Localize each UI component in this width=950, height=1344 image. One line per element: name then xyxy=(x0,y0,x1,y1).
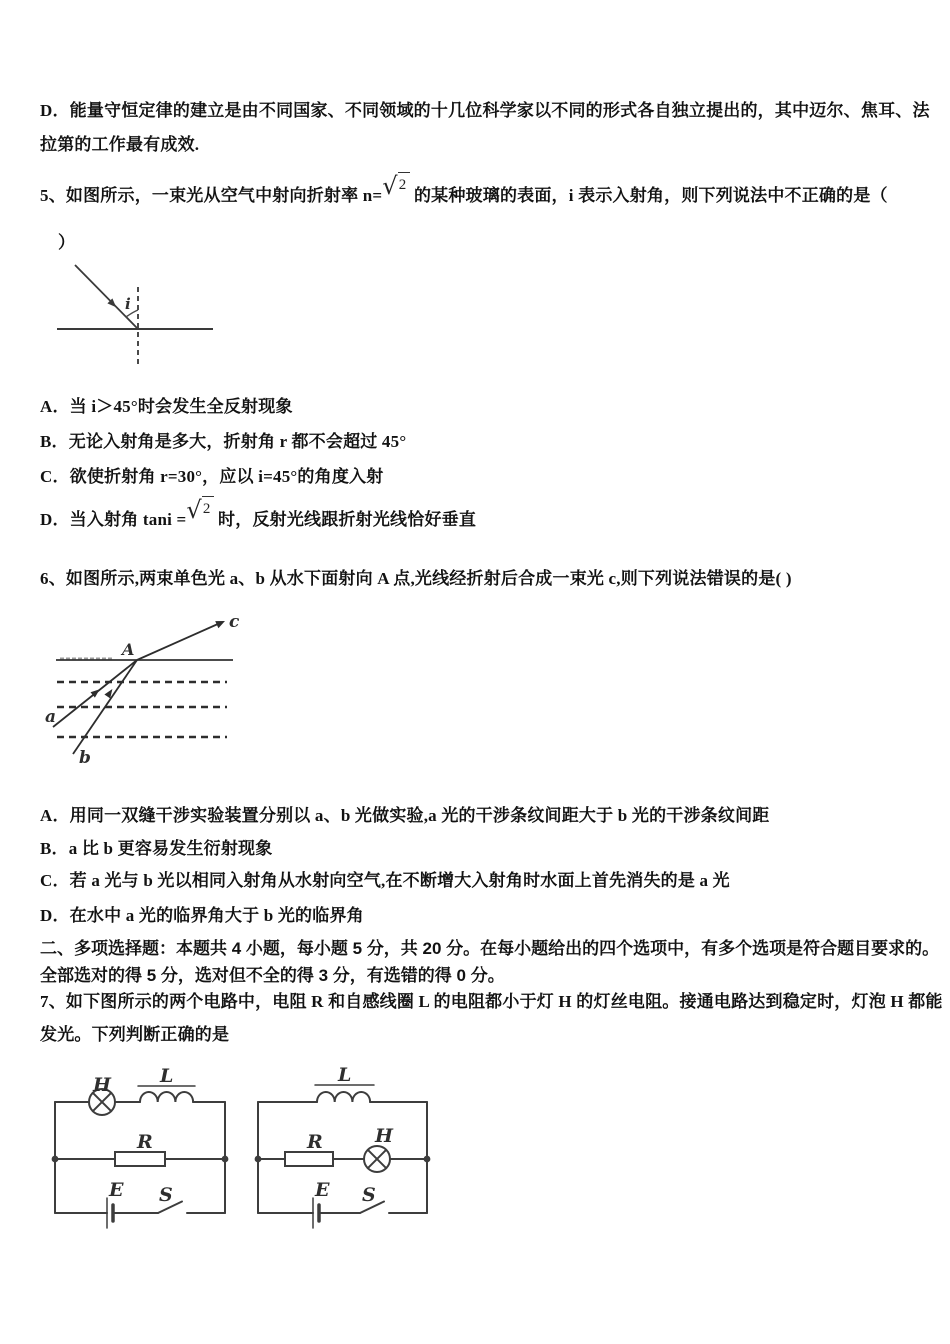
angle-i-label: i xyxy=(125,295,131,313)
section-2-header-line2: 全部选对的得 5 分，选对但不全的得 3 分，有选错的得 0 分。 xyxy=(40,966,505,985)
inductor-L-label: L xyxy=(338,1064,352,1086)
section-2-header-line1: 二、多项选择题：本题共 4 小题，每小题 5 分，共 20 分。在每小题给出的四个选项中，有多个选项是符合题目要求的。 xyxy=(40,939,940,958)
switch-S-label: S xyxy=(362,1184,376,1206)
q5-option-d-pre: D．当入射角 tani = xyxy=(40,510,187,529)
radical-sign: √ xyxy=(382,172,398,200)
lamp-H-label: H xyxy=(93,1074,111,1096)
inductor-coil-symbol xyxy=(140,1092,193,1102)
q5-option-a: A．当 i＞45°时会发生全反射现象 xyxy=(40,397,293,416)
question-5-stem xyxy=(40,172,888,209)
q7-circuit-diagrams xyxy=(45,1065,445,1240)
circuit-right xyxy=(256,1064,430,1228)
battery-E-label: E xyxy=(109,1179,124,1201)
q5-close-paren: ） xyxy=(58,233,76,252)
question-6-stem: 6、如图所示,两束单色光 a、b 从水下面射向 A 点,光线经折射后合成一束光 c,则下列说法错误的是( ) xyxy=(40,569,792,588)
q5-refraction-diagram xyxy=(40,253,250,378)
resistor-R-label: R xyxy=(137,1131,153,1153)
q5-stem-pre: 5、如图所示，一束光从空气中射向折射率 n= xyxy=(40,186,383,205)
refracted-ray-c-line xyxy=(137,624,219,661)
circuit-left xyxy=(53,1065,228,1228)
junction-dot xyxy=(256,1157,261,1162)
sqrt-2-radical xyxy=(186,498,213,526)
q5-option-d xyxy=(40,496,477,533)
junction-dot xyxy=(53,1157,58,1162)
q6-option-b: B．a 比 b 更容易发生衍射现象 xyxy=(40,839,273,858)
q5-option-d-post: 时，反射光线跟折射光线恰好垂直 xyxy=(213,510,477,529)
q6-option-d: D．在水中 a 光的临界角大于 b 光的临界角 xyxy=(40,906,364,925)
ray-b-label: b xyxy=(79,748,91,768)
q5-stem-post: 的某种玻璃的表面，i 表示入射角，则下列说法中不正确的是（ xyxy=(409,186,888,205)
q6-water-refraction-diagram xyxy=(40,605,250,780)
ray-a-label: a xyxy=(45,707,57,727)
resistor-symbol xyxy=(115,1152,165,1166)
point-A-label: A xyxy=(122,640,135,659)
lamp-H-label: H xyxy=(375,1125,393,1147)
sqrt-2-radical xyxy=(382,174,409,202)
question-7-stem-line2: 发光。下列判断正确的是 xyxy=(40,1025,230,1044)
resistor-R-label: R xyxy=(307,1131,323,1153)
inductor-coil-symbol xyxy=(317,1092,370,1102)
junction-dot xyxy=(223,1157,228,1162)
prev-option-d-line2: 拉第的工作最有成效. xyxy=(40,135,200,154)
radical-sign: √ xyxy=(186,496,202,524)
q6-option-c: C．若 a 光与 b 光以相同入射角从水射向空气,在不断增大入射角时水面上首先消失的是 a 光 xyxy=(40,871,730,890)
switch-S-label: S xyxy=(159,1184,173,1206)
radicand: 2 xyxy=(202,496,214,521)
battery-E-label: E xyxy=(315,1179,330,1201)
question-7-stem-line1: 7、如下图所示的两个电路中，电阻 R 和自感线圈 L 的电阻都小于灯 H 的灯丝电阻。接通电路达到稳定时，灯泡 H 都能 xyxy=(40,992,943,1011)
prev-option-d-line1: D．能量守恒定律的建立是由不同国家、不同领域的十几位科学家以不同的形式各自独立提出的，其中迈尔、焦耳、法 xyxy=(40,101,930,120)
q5-option-b: B．无论入射角是多大，折射角 r 都不会超过 45° xyxy=(40,432,407,451)
inductor-L-label: L xyxy=(160,1065,174,1087)
q5-option-c: C．欲使折射角 r=30°，应以 i=45°的角度入射 xyxy=(40,467,384,486)
resistor-symbol xyxy=(285,1152,333,1166)
q6-option-a: A．用同一双缝干涉实验装置分别以 a、b 光做实验,a 光的干涉条纹间距大于 b 光的干涉条纹间距 xyxy=(40,806,770,825)
ray-c-label: c xyxy=(229,612,240,632)
radicand: 2 xyxy=(398,172,410,197)
junction-dot xyxy=(425,1157,430,1162)
